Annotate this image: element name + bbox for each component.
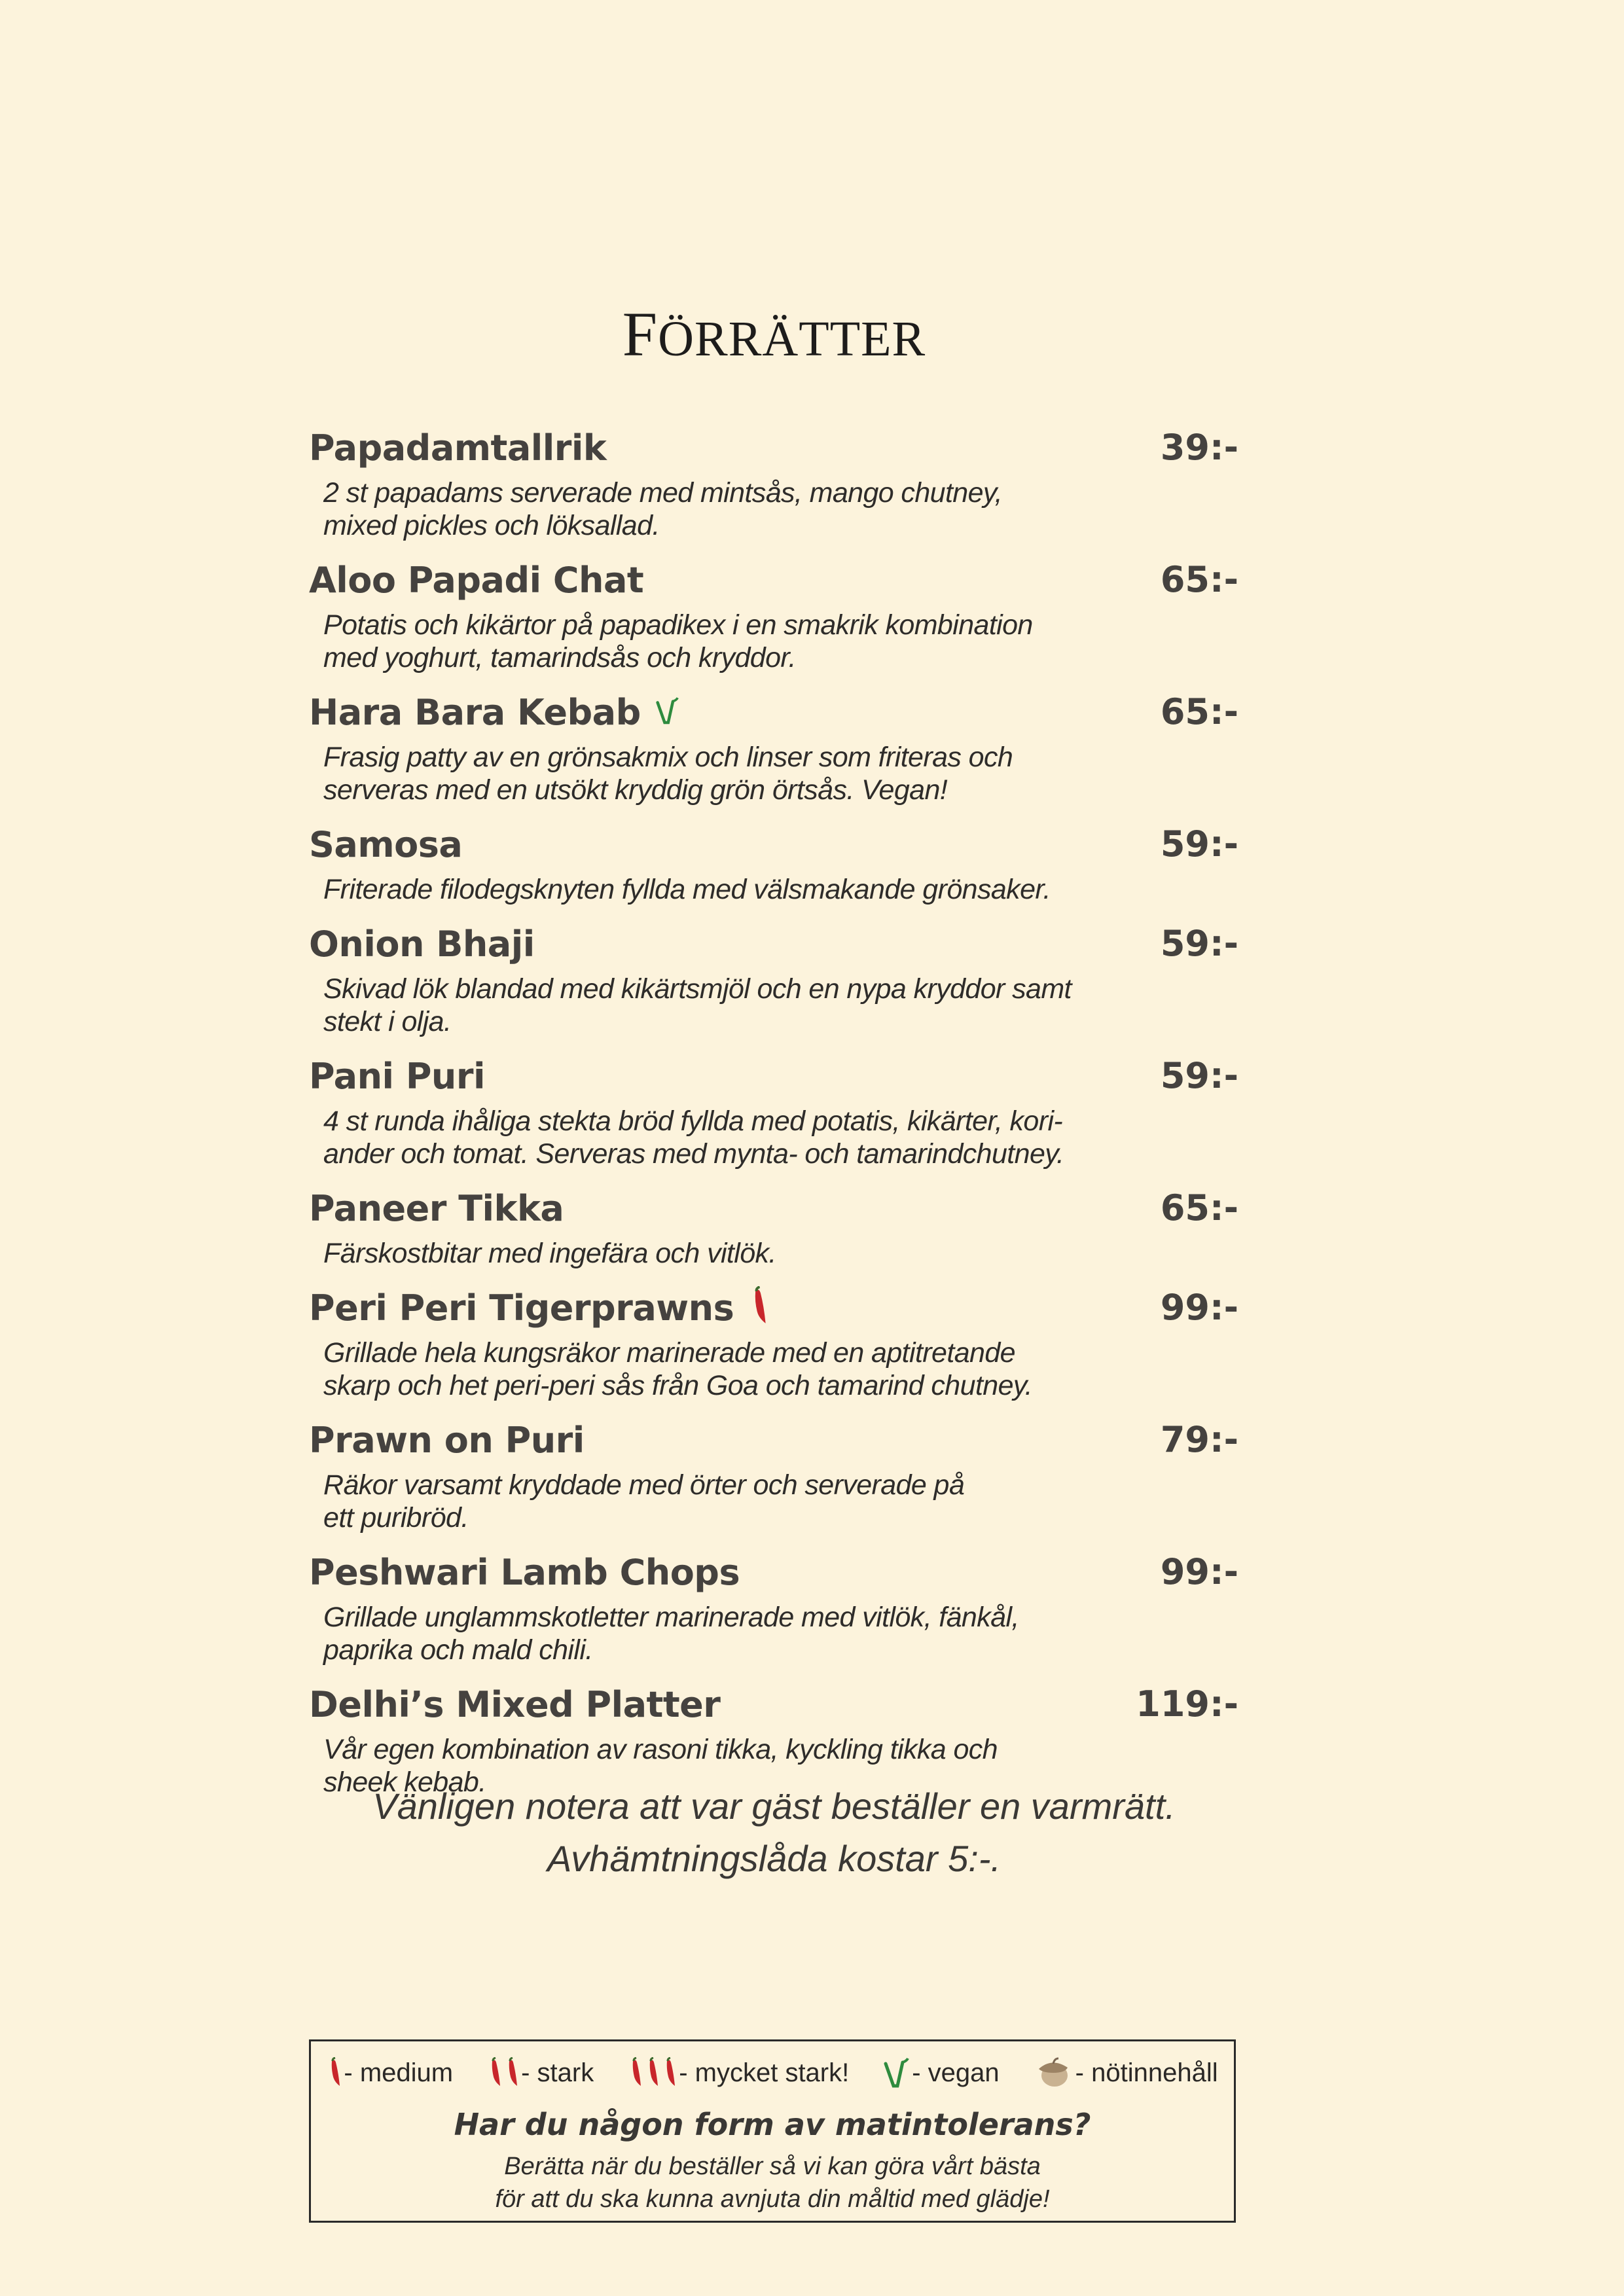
dish-description	[323, 973, 1238, 1038]
dish-price: 59:-	[1160, 1055, 1238, 1096]
legend-mycket-stark	[628, 2057, 849, 2089]
dish-description	[323, 873, 1238, 906]
chili-icon	[645, 2057, 659, 2089]
dish-description	[323, 1601, 1238, 1666]
menu-item-header	[309, 1411, 1238, 1469]
intolerance-text	[311, 2150, 1234, 2215]
menu-item-header	[309, 915, 1238, 973]
note-line-2: Avhämtningslåda kostar 5:-.	[547, 1838, 1001, 1879]
legend-nut-label: - nötinnehåll	[1075, 2058, 1218, 2087]
dish-description-line: Skivad lök blandad med kikärtsmjöl och en nypa kryddor samt	[323, 973, 1072, 1005]
dish-price: 79:-	[1160, 1419, 1238, 1460]
dish-description-line: Räkor varsamt kryddade med örter och serverade på	[323, 1469, 965, 1501]
legend-vegan	[883, 2057, 999, 2089]
page-title	[0, 298, 1548, 370]
dish-price: 99:-	[1160, 1551, 1238, 1592]
dish-description-line: Färskostbitar med ingefära och vitlök.	[323, 1238, 776, 1269]
dish-description	[323, 1469, 1238, 1534]
menu-item-header	[309, 1676, 1238, 1733]
menu-item	[309, 915, 1238, 1038]
dish-name: Peri Peri Tigerprawns	[309, 1287, 734, 1329]
dish-description	[323, 1237, 1238, 1270]
menu-item-header	[309, 816, 1238, 873]
chili-icon	[662, 2057, 676, 2089]
legend-nut	[1034, 2057, 1218, 2089]
chili-icon	[628, 2057, 642, 2089]
dish-price: 65:-	[1160, 691, 1238, 732]
note-line-1: Vänligen notera att var gäst beställer en varmrätt.	[372, 1785, 1176, 1827]
dish-name: Onion Bhaji	[309, 923, 535, 965]
intolerance-text-line-1: Berätta när du beställer så vi kan göra vårt bästa	[504, 2153, 1041, 2180]
dish-description-line: sheek kebab.	[323, 1767, 486, 1798]
dish-name: Papadamtallrik	[309, 427, 607, 469]
dish-name: Pani Puri	[309, 1055, 485, 1097]
menu-item	[309, 551, 1238, 674]
dish-name: Prawn on Puri	[309, 1419, 585, 1461]
dish-description-line: Vår egen kombination av rasoni tikka, kyckling tikka och	[323, 1734, 998, 1765]
chili-icon	[748, 1286, 768, 1330]
dish-price: 65:-	[1160, 559, 1238, 600]
menu-item-header	[309, 1543, 1238, 1601]
menu-item	[309, 1279, 1238, 1402]
dish-description	[323, 476, 1238, 542]
dish-name: Samosa	[309, 823, 463, 865]
legend-vegan-label: - vegan	[912, 2058, 1000, 2087]
dish-name: Peshwari Lamb Chops	[309, 1551, 740, 1593]
vegan-icon	[655, 695, 679, 730]
dish-description-line: Frasig patty av en grönsakmix och linser som friteras och	[323, 742, 1013, 773]
dish-description-line: Potatis och kikärtor på papadikex i en smakrik kombination	[323, 609, 1033, 641]
page-title-initial: F	[622, 299, 659, 369]
dish-description-line: 4 st runda ihåliga stekta bröd fyllda med potatis, kikärter, kori-	[323, 1105, 1063, 1137]
dish-price: 65:-	[1160, 1187, 1238, 1229]
dish-description	[323, 609, 1238, 674]
dish-description-line: serveras med en utsökt kryddig grön örtsås. Vegan!	[323, 774, 948, 806]
takeaway-note	[0, 1780, 1548, 1885]
menu-item	[309, 1411, 1238, 1534]
menu-item	[309, 1047, 1238, 1170]
dish-description-line: skarp och het peri-peri sås från Goa och tamarind chutney.	[323, 1370, 1032, 1401]
dish-name: Delhi’s Mixed Platter	[309, 1683, 721, 1725]
dish-description-line: paprika och mald chili.	[323, 1634, 593, 1666]
dish-description	[323, 741, 1238, 806]
legend-box	[309, 2039, 1236, 2223]
dish-description-line: 2 st papadams serverade med mintsås, mango chutney,	[323, 477, 1002, 509]
menu-item	[309, 816, 1238, 906]
legend-stark-label: - stark	[521, 2058, 594, 2087]
menu-list	[309, 419, 1238, 1808]
legend-stark	[487, 2057, 594, 2089]
dish-description-line: med yoghurt, tamarindsås och kryddor.	[323, 642, 796, 673]
page-title-rest: ÖRRÄTTER	[658, 312, 926, 367]
menu-item-header	[309, 683, 1238, 741]
dish-price: 39:-	[1160, 427, 1238, 468]
dish-description-line: Friterade filodegsknyten fyllda med välsmakande grönsaker.	[323, 874, 1051, 905]
vegan-icon	[883, 2057, 909, 2089]
menu-item	[309, 683, 1238, 806]
dish-price: 59:-	[1160, 823, 1238, 865]
dish-price: 99:-	[1160, 1287, 1238, 1328]
chili-icon	[327, 2057, 341, 2089]
dish-name: Aloo Papadi Chat	[309, 559, 644, 601]
legend-row	[311, 2057, 1234, 2089]
menu-item	[309, 1543, 1238, 1666]
legend-mycket-stark-label: - mycket stark!	[679, 2058, 850, 2087]
dish-description-line: Grillade hela kungsräkor marinerade med en aptitretande	[323, 1337, 1015, 1369]
menu-item-header	[309, 1279, 1238, 1336]
legend-medium	[327, 2057, 453, 2089]
chili-icon	[487, 2057, 501, 2089]
dish-description-line: ett puribröd.	[323, 1502, 469, 1534]
dish-description-line: Grillade unglammskotletter marinerade med vitlök, fänkål,	[323, 1602, 1019, 1633]
menu-item-header	[309, 419, 1238, 476]
dish-name: Hara Bara Kebab	[309, 691, 641, 733]
intolerance-question: Har du någon form av matintolerans?	[454, 2107, 1091, 2142]
menu-item-header	[309, 1047, 1238, 1105]
nut-icon	[1034, 2057, 1073, 2089]
dish-price: 59:-	[1160, 923, 1238, 964]
dish-description-line: mixed pickles och löksallad.	[323, 510, 660, 541]
dish-price: 119:-	[1136, 1683, 1238, 1725]
menu-item-header	[309, 551, 1238, 609]
dish-description	[323, 1105, 1238, 1170]
menu-item-header	[309, 1179, 1238, 1237]
dish-description	[323, 1336, 1238, 1402]
chili-icon	[504, 2057, 518, 2089]
intolerance-text-line-2: för att du ska kunna avnjuta din måltid med glädje!	[495, 2185, 1050, 2213]
menu-item	[309, 419, 1238, 542]
menu-item	[309, 1179, 1238, 1270]
dish-name: Paneer Tikka	[309, 1187, 564, 1229]
dish-description-line: ander och tomat. Serveras med mynta- och tamarindchutney.	[323, 1138, 1064, 1170]
dish-description-line: stekt i olja.	[323, 1006, 452, 1037]
legend-medium-label: - medium	[344, 2058, 454, 2087]
